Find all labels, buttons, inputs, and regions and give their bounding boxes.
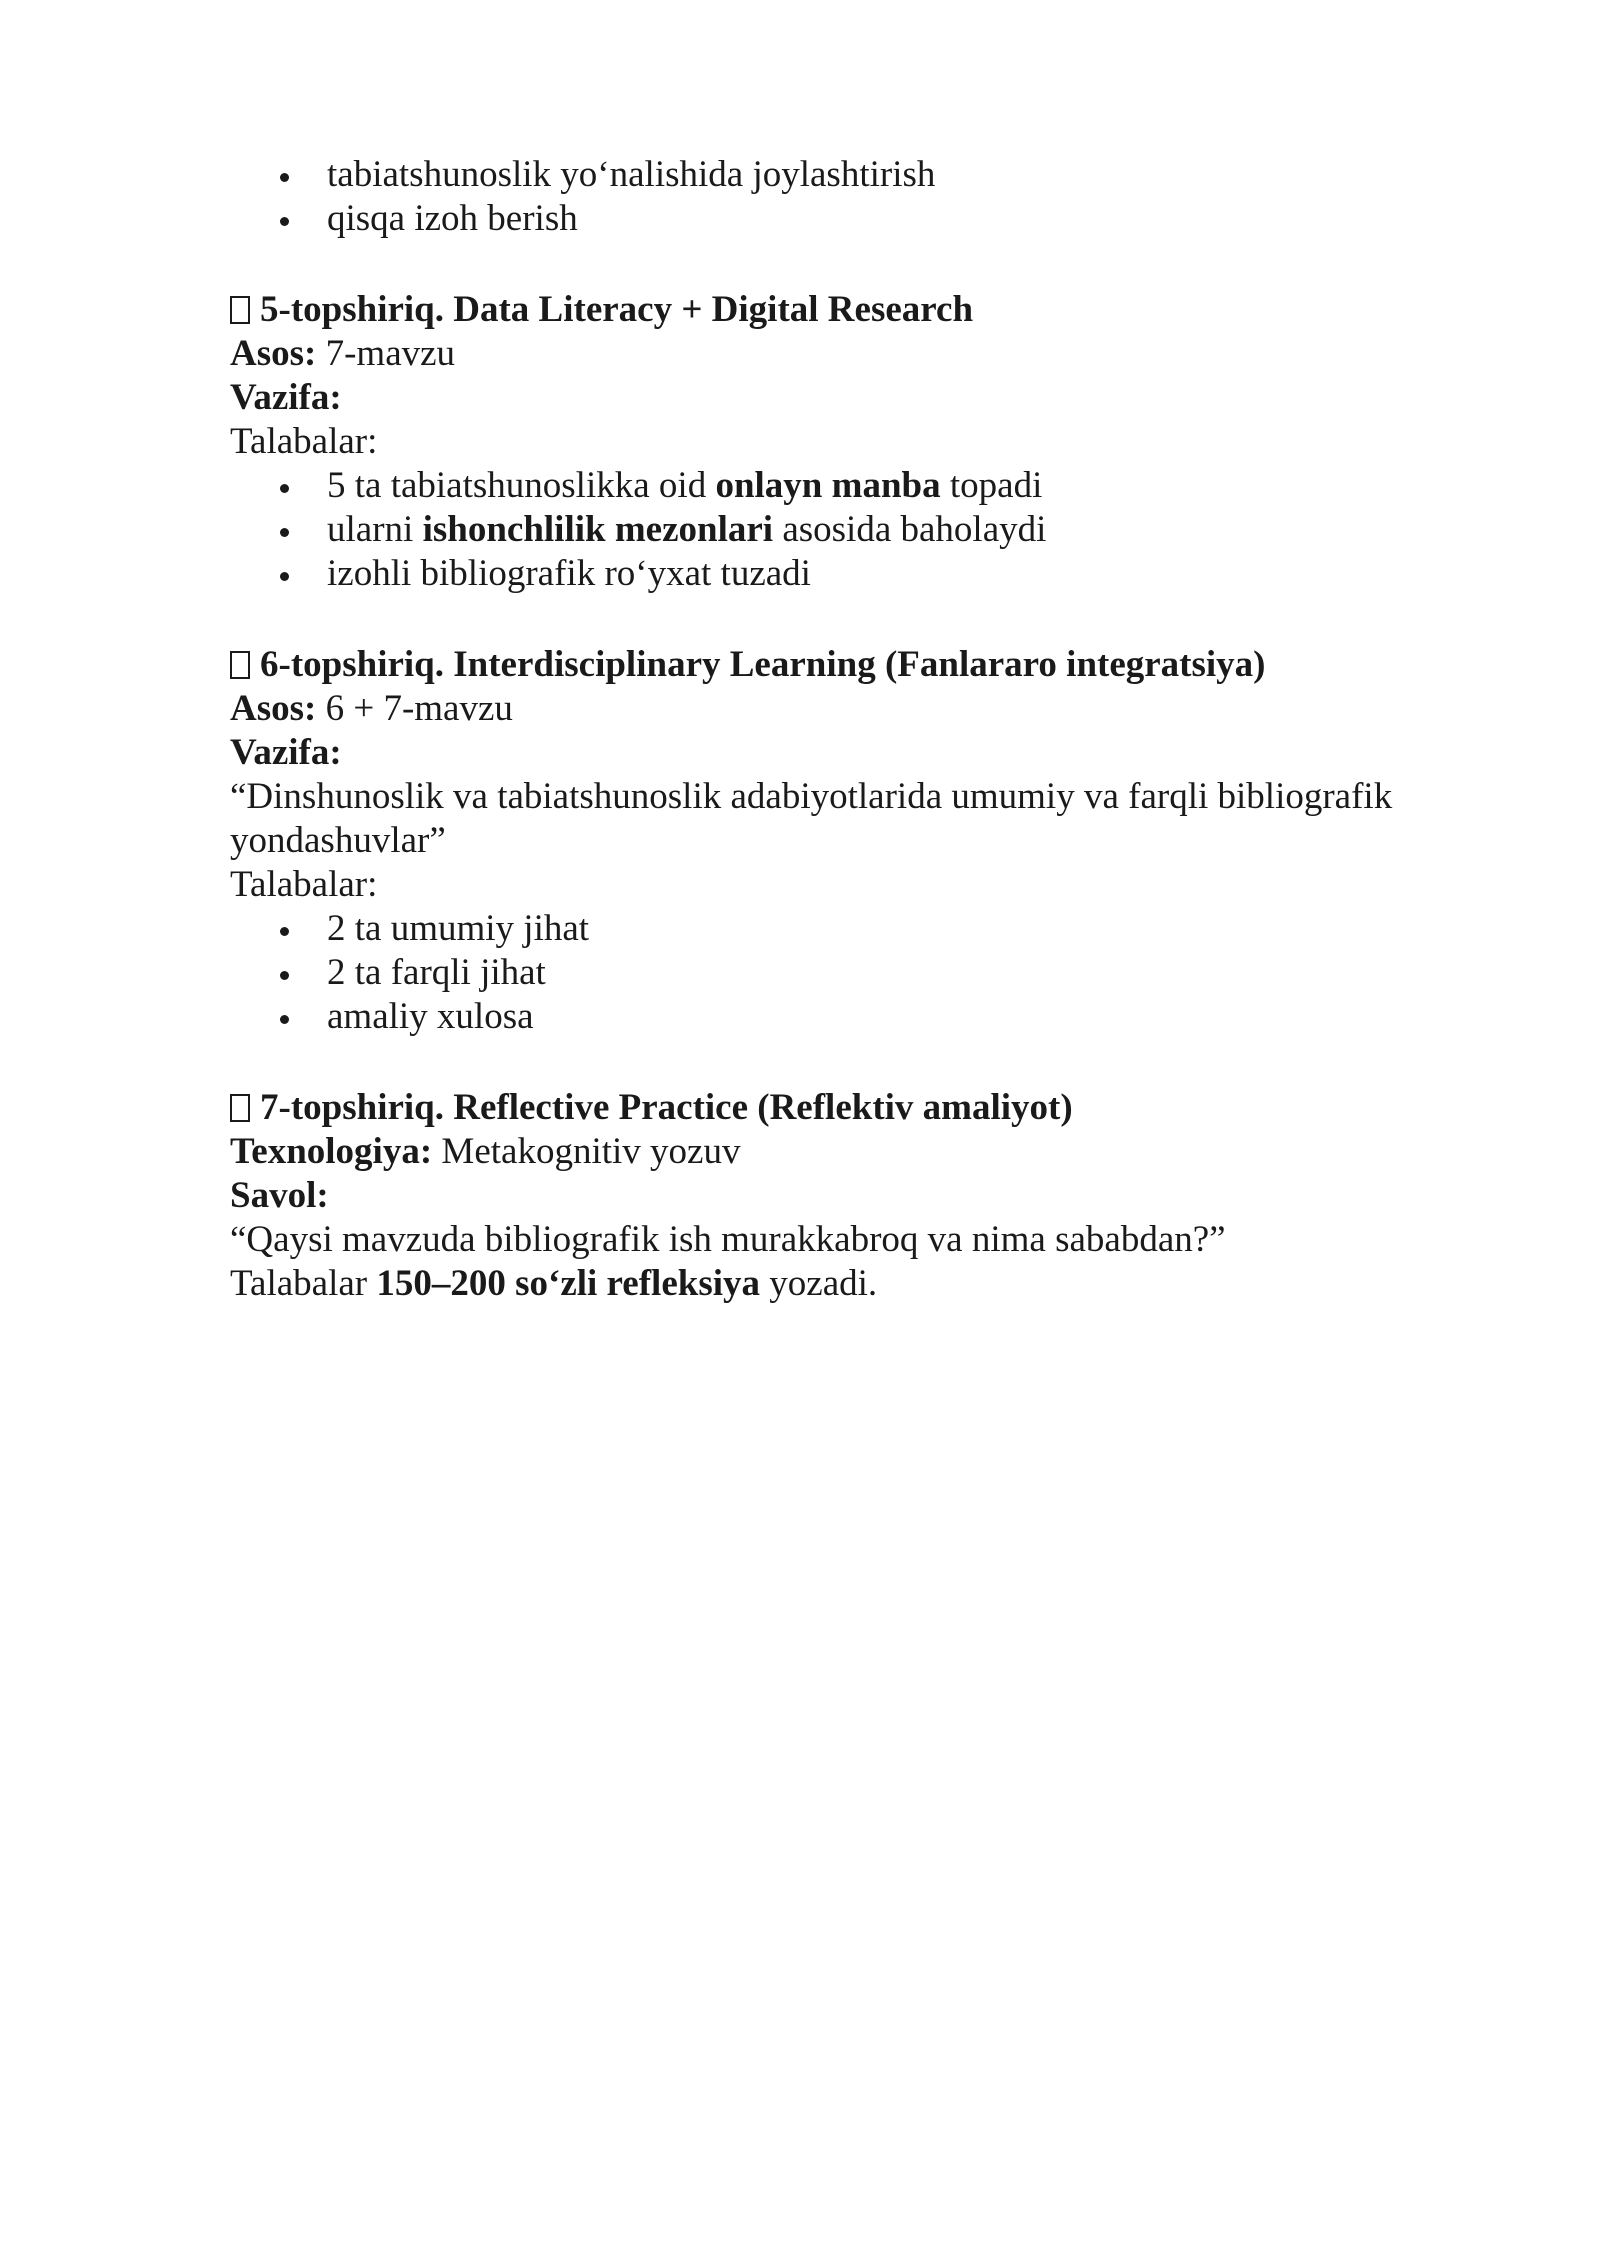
bullet-icon [280,927,289,936]
task-6-section [230,643,1430,1039]
list-item: qisqa izoh berish [230,197,1430,241]
bullet-icon [280,528,289,537]
task-7-section [230,1086,1430,1306]
task-5-talabalar: Talabalar: [230,421,378,462]
task-5-list [230,464,1430,596]
task-6-list [230,907,1430,1039]
list-item: 2 ta farqli jihat [230,951,1430,995]
task-7-heading: 7-topshiriq. Reflective Practice (Reflektiv amaliyot) [230,1086,1430,1130]
task-6-asos: Asos: 6 + 7-mavzu [230,688,513,729]
task-6-quote: “Dinshunoslik va tabiatshunoslik adabiyotlarida umumiy va farqli bibliografik yondashuvlar” [230,776,1393,861]
missing-glyph-icon [230,296,250,324]
task-6-heading: 6-topshiriq. Interdisciplinary Learning (Fanlararo integratsiya) [230,643,1430,687]
list-item: tabiatshunoslik yo‘nalishida joylashtirish [230,153,1430,197]
task-5-vazifa-label: Vazifa: [230,377,342,418]
task-5-section [230,288,1430,596]
task-7-savol-label: Savol: [230,1175,329,1216]
intro-list [230,153,1430,241]
list-item: 2 ta umumiy jihat [230,907,1430,951]
list-item: amaliy xulosa [230,995,1430,1039]
list-item: izohli bibliografik ro‘yxat tuzadi [230,552,1430,596]
list-item: 5 ta tabiatshunoslikka oid onlayn manba topadi [230,464,1430,508]
task-7-texnologiya: Texnologiya: Metakognitiv yozuv [230,1131,741,1172]
task-5-heading: 5-topshiriq. Data Literacy + Digital Research [230,288,1430,332]
list-item: ularni ishonchlilik mezonlari asosida baholaydi [230,508,1430,552]
task-7-question: “Qaysi mavzuda bibliografik ish murakkabroq va nima sababdan?” [230,1219,1226,1260]
bullet-icon [280,217,289,226]
document-page [230,153,1430,1306]
bullet-icon [280,572,289,581]
missing-glyph-icon [230,1094,250,1122]
task-6-talabalar: Talabalar: [230,864,378,905]
task-5-asos: Asos: 7-mavzu [230,333,456,374]
task-6-vazifa-label: Vazifa: [230,732,342,773]
task-7-closing: Talabalar 150–200 so‘zli refleksiya yozadi. [230,1263,878,1304]
bullet-icon [280,484,289,493]
bullet-icon [280,1015,289,1024]
bullet-icon [280,971,289,980]
bullet-icon [280,173,289,182]
missing-glyph-icon [230,651,250,679]
